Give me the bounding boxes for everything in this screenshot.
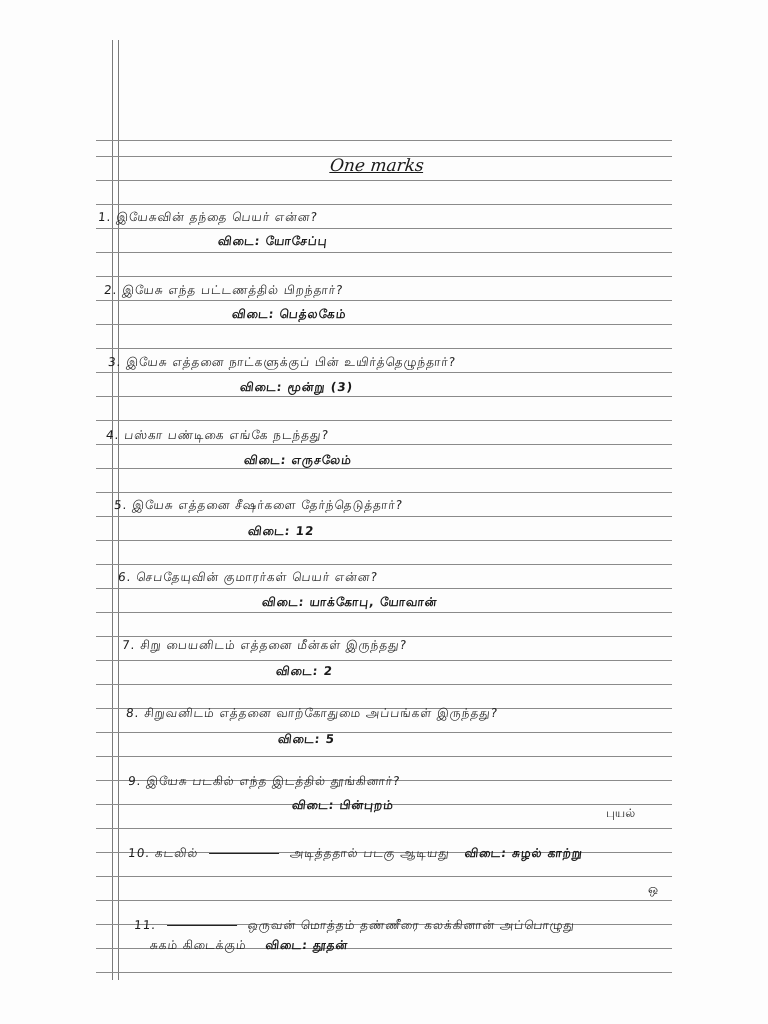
ruled-line xyxy=(96,900,672,901)
ruled-line xyxy=(96,204,672,205)
question-number: 5. xyxy=(113,498,129,512)
question-9 xyxy=(127,774,401,790)
ruled-line xyxy=(96,324,672,325)
question-text: இயேசு படகில் எந்த இடத்தில் தூங்கினார்? xyxy=(145,774,402,788)
ruled-line xyxy=(96,732,672,733)
ruled-line xyxy=(96,828,672,829)
ruled-line xyxy=(96,636,672,637)
ruled-line xyxy=(96,876,672,877)
answer-6: விடை: யாக்கோபு, யோவான் xyxy=(261,595,439,609)
ruled-line xyxy=(96,492,672,493)
ruled-line xyxy=(96,444,672,445)
answer-10: விடை: சுழல் காற்று xyxy=(463,846,584,860)
superscript-mark: ஒ xyxy=(648,882,659,896)
question-number: 10. xyxy=(127,846,151,860)
question-text: ஒருவன் மொத்தம் தண்ணீரை கலக்கினான் அப்பொழுது xyxy=(247,918,576,932)
ruled-line xyxy=(96,396,672,397)
ruled-line xyxy=(96,276,672,277)
ruled-line xyxy=(96,228,672,229)
question-number: 6. xyxy=(117,570,133,584)
answer-7: விடை: 2 xyxy=(275,664,334,678)
question-number: 3. xyxy=(107,355,123,369)
question-text: பஸ்கா பண்டிகை எங்கே நடந்தது? xyxy=(123,428,330,442)
question-text: செபதேயுவின் குமாரர்கள் பெயர் என்ன? xyxy=(135,570,379,584)
question-text: சிறு பையனிடம் எத்தனை மீன்கள் இருந்தது? xyxy=(139,638,408,652)
question-6 xyxy=(117,570,379,586)
question-text: இயேசு எத்தனை சீஷர்களை தேர்ந்தெடுத்தார்? xyxy=(131,498,404,512)
question-7 xyxy=(121,638,408,654)
question-text: இயேசு எத்தனை நாட்களுக்குப் பின் உயிர்த்தெழுந்தார்? xyxy=(125,355,457,369)
answer-blank xyxy=(209,853,279,854)
answer-11: விடை: தூதன் xyxy=(264,938,349,952)
ruled-line xyxy=(96,660,672,661)
ruled-line xyxy=(96,540,672,541)
answer-3: விடை: மூன்று (3) xyxy=(239,380,354,394)
question-number: 8. xyxy=(125,706,141,720)
answer-8: விடை: 5 xyxy=(277,732,336,746)
ruled-line xyxy=(96,612,672,613)
inserted-word: புயல் xyxy=(606,806,636,820)
answer-9: விடை: பின்புறம் xyxy=(291,798,395,812)
ruled-line xyxy=(96,684,672,685)
question-number: 7. xyxy=(121,638,137,652)
question-10 xyxy=(127,846,584,862)
ruled-line xyxy=(96,588,672,589)
question-text: இயேசு எந்த பட்டணத்தில் பிறந்தார்? xyxy=(121,283,345,297)
ruled-line xyxy=(96,420,672,421)
ruled-line xyxy=(96,180,672,181)
ruled-line xyxy=(96,756,672,757)
ruled-line xyxy=(96,516,672,517)
ruled-line xyxy=(96,140,672,141)
question-4 xyxy=(105,428,330,444)
question-11 xyxy=(133,918,576,934)
question-number: 2. xyxy=(103,283,119,297)
ruled-line xyxy=(96,564,672,565)
question-text: சிறுவனிடம் எத்தனை வாற்கோதுமை அப்பங்கள் இருந்தது? xyxy=(143,706,499,720)
question-2 xyxy=(103,283,344,299)
question-number: 1. xyxy=(97,210,113,224)
page-title: One marks xyxy=(328,156,425,176)
answer-4: விடை: எருசலேம் xyxy=(243,453,353,467)
question-3 xyxy=(107,355,457,371)
ruled-line xyxy=(96,972,672,973)
question-1 xyxy=(97,210,319,226)
question-text: இயேசுவின் தந்தை பெயர் என்ன? xyxy=(115,210,319,224)
ruled-line xyxy=(96,252,672,253)
answer-2: விடை: பெத்லகேம் xyxy=(231,307,348,321)
answer-1: விடை: யோசேப்பு xyxy=(217,234,329,248)
question-number: 11. xyxy=(133,918,157,932)
answer-blank xyxy=(167,925,237,926)
ruled-line xyxy=(96,468,672,469)
question-text-rest: அடித்ததால் படகு ஆடியது xyxy=(289,846,451,860)
question-number: 9. xyxy=(127,774,143,788)
question-11-line-2 xyxy=(149,938,349,954)
question-number: 4. xyxy=(105,428,121,442)
question-text-line-2: சுகம் கிடைக்கும் xyxy=(149,938,248,952)
question-5 xyxy=(113,498,404,514)
ruled-line xyxy=(96,348,672,349)
ruled-line xyxy=(96,372,672,373)
ruled-line xyxy=(96,300,672,301)
question-8 xyxy=(125,706,499,722)
answer-5: விடை: 12 xyxy=(247,524,316,538)
question-text: கடலில் xyxy=(154,846,200,860)
